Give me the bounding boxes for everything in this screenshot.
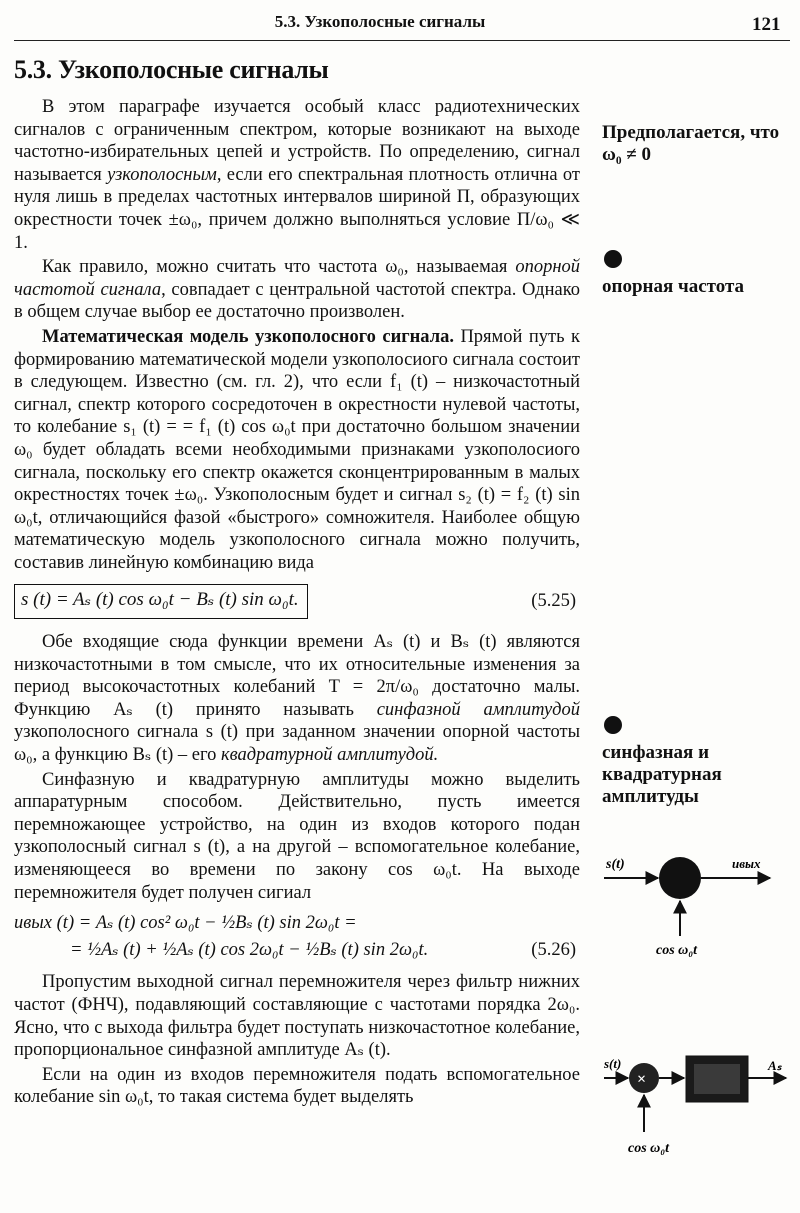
diagram-input-label: s(t): [604, 1056, 622, 1071]
section-title: 5.3. Узкополосные сигналы: [14, 55, 329, 84]
equation-number: (5.26): [531, 939, 576, 960]
equation-line-2: = ½Aₛ (t) + ½Aₛ (t) cos 2ω₀t − ½Bₛ (t) sin 2ω₀t.: [70, 939, 429, 960]
diagram-input-label: s(t): [606, 857, 625, 872]
page-number: 121: [752, 14, 781, 35]
equation-number: (5.25): [531, 591, 576, 612]
bullet-dot-icon: [604, 716, 622, 734]
margin-note-assumption: Предполагается, что ω₀ ≠ 0: [602, 122, 780, 165]
diagram-output-label: Aₛ: [768, 1058, 782, 1073]
filter-inner-label-icon: [694, 1064, 740, 1094]
paragraph-2: Как правило, можно считать что частота ω₀, называемая опорной частотой сигнала, совпадает с центральной частотой спектра. Однако в общем случае выбор ее достаточно произволен.: [14, 257, 580, 323]
equation-5-25: [14, 584, 580, 619]
multiplier-filter-diagram: [600, 1052, 796, 1167]
paragraph-1: В этом параграфе изучается особый класс радиотехнических сигналов с ограниченным спектром, которые возникают на выходе частотно-избирательных цепей и устройств. По определению, сигнал называется узкополосным, если его спектральная плотность отлична от нуля лишь в пределах частотных интервалов шириной П, образующих окрестности точек ±ω₀, причем должно выполняться условие П/ω₀ ≪ 1.: [14, 97, 581, 253]
running-header: 5.3. Узкополосные сигналы: [274, 12, 486, 31]
multiplier-diagram: [600, 848, 790, 973]
diagram-reference-label: cos ω₀t: [656, 943, 698, 958]
multiply-icon: ×: [637, 1071, 647, 1088]
header-rule: [14, 40, 790, 41]
paragraph-6: Пропустим выходной сигнал перемножителя через фильтр нижних частот (ФНЧ), подавляющий составляющие с частотами порядка 2ω₀. Ясно, что с выхода фильтра будет поступать низкочастотное колебание, пропорциональное синфазной амплитуде Aₛ (t).: [14, 972, 580, 1061]
margin-note-reference-frequency: опорная частота: [602, 276, 745, 297]
margin-note-amplitudes: синфазная и квадратурная амплитуды: [602, 742, 722, 807]
subheading: Математическая модель узкополосного сигнала.: [42, 326, 454, 347]
paragraph-7: Если на один из входов перемножителя подать вспомогательное колебание sin ω₀t, то такая система будет выделять: [14, 1064, 580, 1108]
diagram-output-label: uвых: [732, 856, 761, 871]
main-text: [14, 96, 580, 1109]
diagram-reference-label: cos ω₀t: [628, 1141, 670, 1156]
paragraph-3: Математическая модель узкополосного сигнала. Прямой путь к формированию математической модели узкополосиого сигнала состоит в следующем. Известно (см. гл. 2), что если f₁ (t) – низкочастотный сигнал, спектр которого сосредоточен в окрестности нулевой частоты, то колебание s₁ (t) = = f₁ (t) cos ω₀t при достаточно большом значении ω₀ будет обладать всеми необходимыми признаками узкополосиого сигнала, поскольку его спектр окажется сконцентрированным в малых окрестностях точек ±ω₀. Узкополосным будет и сигнал s₂ (t) = f₂ (t) sin ω₀t, отличающийся фазой «быстрого» сомножителя. Наиболее общую математическую модель узкополосного сигнала можно получить, составив линейную комбинацию вида: [14, 326, 580, 573]
paragraph-4: Обе входящие сюда функции времени Aₛ (t) и Bₛ (t) являются низкочастотными в том смысле, что их относительные изменения за период высокочастотных колебаний T = 2π/ω₀ достаточно малы. Функцию Aₛ (t) принято называть синфазной амплитудой узкополосного сигнала s (t) при заданном значении опорной частоты ω₀, а функцию Bₛ (t) – его квадратурной амплитудой.: [14, 632, 581, 766]
equation-5-26: [14, 912, 580, 961]
equation-line-1: uвых (t) = Aₛ (t) cos² ω₀t − ½Bₛ (t) sin 2ω₀t =: [14, 913, 357, 934]
paragraph-5: Синфазную и квадратурную амплитуды можно выделить аппаратурным способом. Действительно, пусть имеется перемножающее устройство, на один из входов которого подан узкополосный сигнал s (t), а на другой – вспомогательное колебание, изменяющееся во времени по закону cos ω₀t. На выходе перемножителя будет получен сигиал: [14, 769, 580, 903]
multiplier-circle: [659, 857, 701, 899]
bullet-dot-icon: [604, 250, 622, 268]
boxed-formula: s (t) = Aₛ (t) cos ω₀t − Bₛ (t) sin ω₀t.: [14, 584, 308, 619]
